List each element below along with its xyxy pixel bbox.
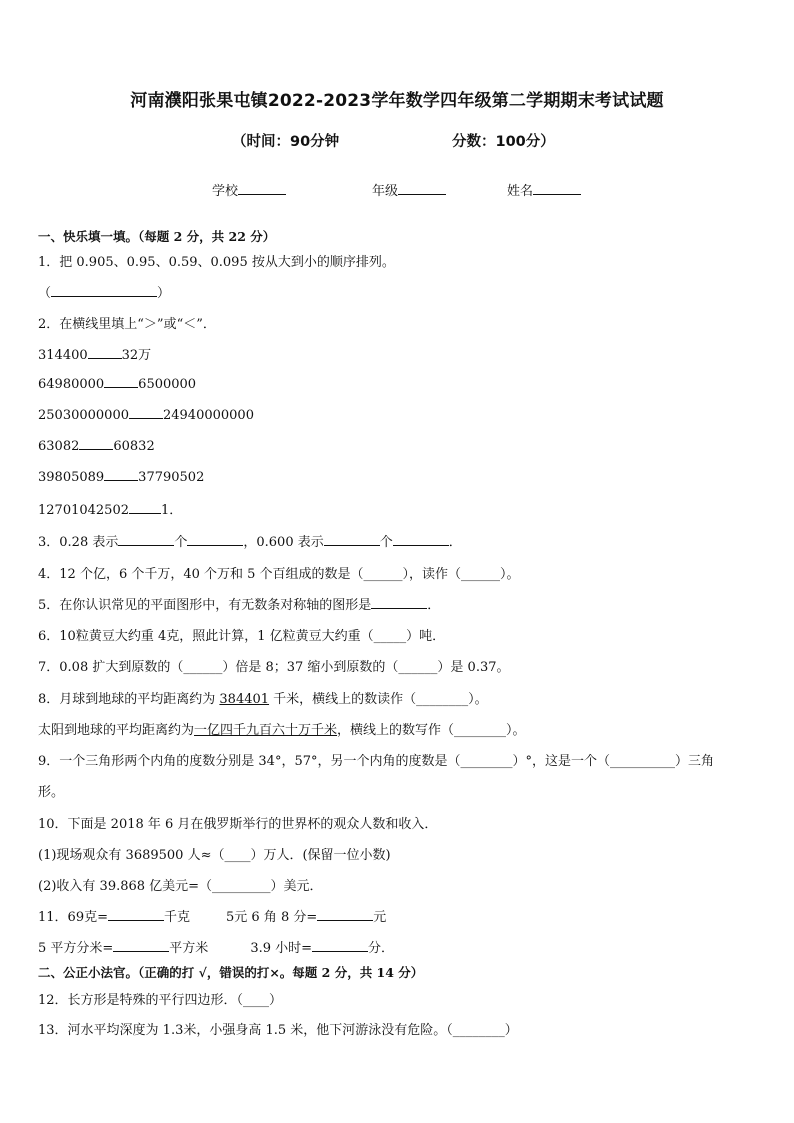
question-3[interactable]: 3．0.28 表示 个 ，0.600 表示 个 ．: [38, 535, 462, 550]
question-10-part-2[interactable]: (2)收入有 39.868 亿美元=（_________）美元．: [38, 879, 323, 894]
question-2: 2．在横线里填上“＞”或“＜”．: [38, 317, 216, 332]
compare-row[interactable]: 39805089 37790502: [38, 470, 205, 485]
compare-row[interactable]: 314400 32万: [38, 348, 152, 363]
question-10-part-1[interactable]: (1)现场观众有 3689500 人≈（____）万人．(保留一位小数): [38, 848, 391, 863]
grade-field[interactable]: 年级: [372, 180, 446, 199]
question-12[interactable]: 12．长方形是特殊的平行四边形．（____）: [38, 993, 283, 1008]
exam-time: （时间：90分钟: [232, 134, 340, 150]
section-1-heading: 一、快乐填一填。（每题 2 分，共 22 分）: [38, 229, 276, 244]
exam-title: 河南濮阳张果屯镇2022-2023学年数学四年级第二学期期末考试试题: [130, 91, 664, 111]
question-8b[interactable]: 太阳到地球的平均距离约为一亿四千九百六十万千米，横线上的数写作（________）。: [38, 723, 526, 738]
question-11a[interactable]: 11．69克= 千克 5元 6 角 8 分= 元: [38, 910, 387, 925]
question-1-answer[interactable]: （ ）: [38, 286, 171, 301]
compare-row[interactable]: 63082 60832: [38, 439, 155, 454]
underlined-number: 一亿四千九百六十万千米: [194, 723, 338, 738]
question-8a[interactable]: 8．月球到地球的平均距离约为 384401 千米，横线上的数读作（________）。: [38, 692, 488, 707]
question-13[interactable]: 13．河水平均深度为 1.3米，小强身高 1.5 米，他下河游泳没有危险。（________）: [38, 1023, 518, 1038]
school-field[interactable]: 学校: [212, 180, 286, 199]
compare-row[interactable]: 12701042502 1．: [38, 503, 183, 518]
compare-row[interactable]: 25030000000 24940000000: [38, 408, 254, 423]
section-2-heading: 二、公正小法官。（正确的打 √，错误的打×。每题 2 分，共 14 分）: [38, 965, 424, 980]
question-4[interactable]: 4．12 个亿，6 个千万，40 个万和 5 个百组成的数是（______），读作（______）。: [38, 567, 520, 582]
underlined-number: 384401: [219, 692, 270, 707]
question-5[interactable]: 5．在你认识常见的平面图形中，有无数条对称轴的图形是 ．: [38, 598, 441, 613]
question-1: 1．把 0.905、0.95、0.59、0.095 按从大到小的顺序排列。: [38, 255, 395, 270]
question-9-continued: 形。: [38, 785, 65, 800]
compare-row[interactable]: 64980000 6500000: [38, 377, 197, 392]
question-10: 10．下面是 2018 年 6 月在俄罗斯举行的世界杯的观众人数和收入．: [38, 817, 438, 832]
question-7[interactable]: 7．0.08 扩大到原数的（______）倍是 8；37 缩小到原数的（______）是 0.37。: [38, 660, 510, 675]
question-9[interactable]: 9．一个三角形两个内角的度数分别是 34°，57°，另一个内角的度数是（________）°，这是一个（__________）三角: [38, 754, 714, 769]
name-field[interactable]: 姓名: [507, 180, 581, 199]
question-6[interactable]: 6．10粒黄豆大约重 4克，照此计算，1 亿粒黄豆大约重（_____）吨．: [38, 629, 446, 644]
question-11b[interactable]: 5 平方分米= 平方米 3.9 小时= 分．: [38, 941, 395, 956]
exam-score: 分数：100分）: [452, 134, 555, 150]
